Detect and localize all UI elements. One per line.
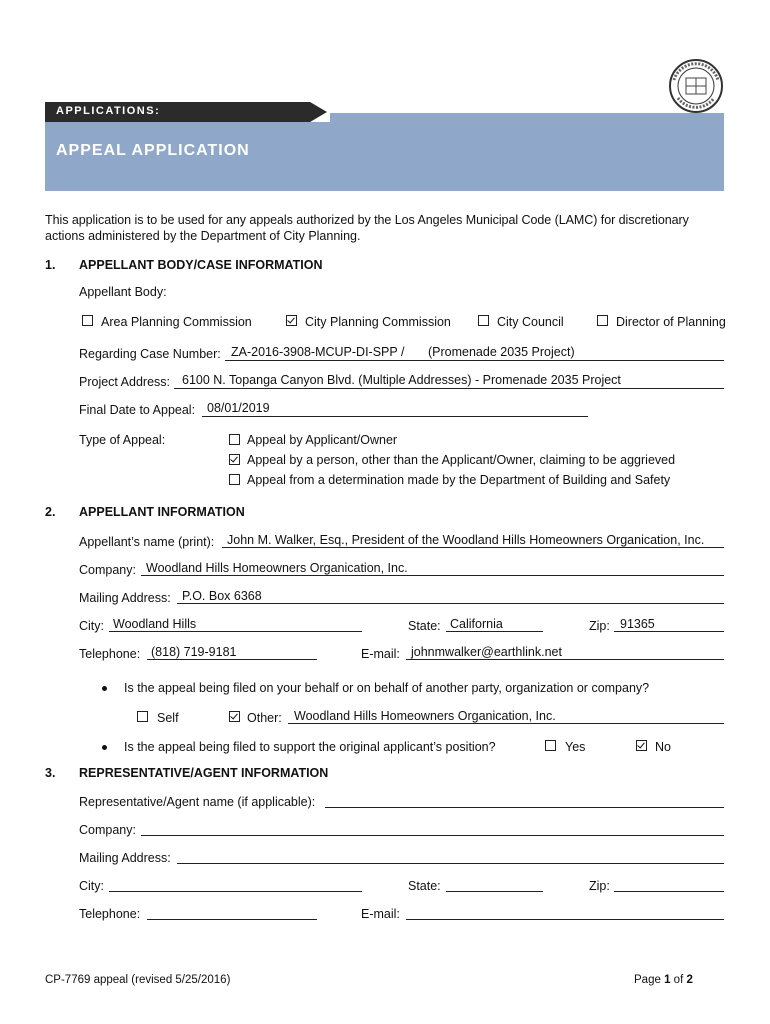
page-prefix: Page <box>634 974 661 986</box>
rep-zip-field[interactable] <box>614 891 724 892</box>
rep-mailing-field[interactable] <box>177 863 724 864</box>
email-value: johnmwalker@earthlink.net <box>411 645 562 659</box>
rep-name-field[interactable] <box>325 807 724 808</box>
zip-label: Zip: <box>589 619 610 633</box>
project-address-value: 6100 N. Topanga Canyon Blvd. (Multiple Addresses) - Promenade 2035 Project <box>182 373 621 387</box>
checkbox-appeal-by-applicant[interactable] <box>229 434 240 445</box>
rep-telephone-label: Telephone: <box>79 907 141 921</box>
telephone-value: (818) 719-9181 <box>151 645 237 659</box>
rep-zip-label: Zip: <box>589 879 610 893</box>
email-label: E-mail: <box>361 647 400 661</box>
city-value: Woodland Hills <box>113 617 197 631</box>
rep-city-field[interactable] <box>109 891 362 892</box>
bullet-icon <box>102 686 107 691</box>
label-director-of-planning: Director of Planning <box>616 315 726 329</box>
appellant-name-value: John M. Walker, Esq., President of the Woodland Hills Homeowners Organication, Inc. <box>227 533 705 547</box>
rep-company-field[interactable] <box>141 835 724 836</box>
label-area-planning-commission: Area Planning Commission <box>101 315 252 329</box>
mailing-address-field[interactable] <box>177 603 724 604</box>
city-field[interactable] <box>109 631 362 632</box>
section-3-number: 3. <box>45 766 56 780</box>
label-city-planning-commission: City Planning Commission <box>305 315 451 329</box>
zip-value: 91365 <box>620 617 655 631</box>
telephone-label: Telephone: <box>79 647 141 661</box>
rep-state-field[interactable] <box>446 891 543 892</box>
rep-name-label: Representative/Agent name (if applicable): <box>79 795 316 809</box>
appellant-name-field[interactable] <box>222 547 724 548</box>
rep-state-label: State: <box>408 879 441 893</box>
checkbox-appeal-by-other-person[interactable] <box>229 454 240 465</box>
checkbox-no[interactable] <box>636 740 647 751</box>
company-value: Woodland Hills Homeowners Organication, Inc. <box>146 561 408 575</box>
form-id: CP-7769 appeal (revised 5/25/2016) <box>45 974 231 986</box>
company-label: Company: <box>79 563 136 577</box>
rep-email-label: E-mail: <box>361 907 400 921</box>
state-label: State: <box>408 619 441 633</box>
intro-line-1: This application is to be used for any appeals authorized by the Los Angeles Municipal Code (LAMC) for discretionary <box>45 213 689 227</box>
state-value: California <box>450 617 503 631</box>
page-total: 2 <box>686 974 693 986</box>
case-number-value: ZA-2016-3908-MCUP-DI-SPP / <box>231 345 405 359</box>
section-2-number: 2. <box>45 505 56 519</box>
final-date-field[interactable] <box>202 416 588 417</box>
checkbox-yes[interactable] <box>545 740 556 751</box>
state-field[interactable] <box>446 631 543 632</box>
city-label: City: <box>79 619 104 633</box>
label-appeal-by-applicant: Appeal by Applicant/Owner <box>247 433 398 447</box>
rep-email-field[interactable] <box>406 919 724 920</box>
label-other: Other: <box>247 711 282 725</box>
checkbox-city-planning-commission[interactable] <box>286 315 297 326</box>
mailing-address-value: P.O. Box 6368 <box>182 589 262 603</box>
appellant-body-label: Appellant Body: <box>79 285 167 299</box>
page-number: 1 <box>664 974 671 986</box>
applications-tab-label: APPLICATIONS: <box>56 105 161 117</box>
final-date-value: 08/01/2019 <box>207 401 270 415</box>
city-seal <box>668 58 724 114</box>
label-appeal-by-other-person: Appeal by a person, other than the Applicant/Owner, claiming to be aggrieved <box>247 453 676 467</box>
bullet-icon <box>102 745 107 750</box>
type-of-appeal-label: Type of Appeal: <box>79 433 166 447</box>
telephone-field[interactable] <box>147 659 317 660</box>
final-date-label: Final Date to Appeal: <box>79 403 196 417</box>
rep-city-label: City: <box>79 879 104 893</box>
checkbox-appeal-from-dbs[interactable] <box>229 474 240 485</box>
rep-telephone-field[interactable] <box>147 919 317 920</box>
section-3-title: REPRESENTATIVE/AGENT INFORMATION <box>79 766 329 780</box>
section-2-title: APPELLANT INFORMATION <box>79 505 245 519</box>
section-1-title: APPELLANT BODY/CASE INFORMATION <box>79 258 323 272</box>
question-behalf: Is the appeal being filed on your behalf or on behalf of another party, organization or company? <box>124 681 650 695</box>
intro-line-2: actions administered by the Department of City Planning. <box>45 229 361 243</box>
rep-company-label: Company: <box>79 823 136 837</box>
zip-field[interactable] <box>614 631 724 632</box>
other-field[interactable] <box>288 723 724 724</box>
mailing-address-label: Mailing Address: <box>79 591 171 605</box>
appellant-name-label: Appellant’s name (print): <box>79 535 215 549</box>
section-1-number: 1. <box>45 258 56 272</box>
label-self: Self <box>157 711 179 725</box>
checkbox-other[interactable] <box>229 711 240 722</box>
project-address-field[interactable] <box>174 388 724 389</box>
label-appeal-from-dbs: Appeal from a determination made by the Department of Building and Safety <box>247 473 671 487</box>
email-field[interactable] <box>406 659 724 660</box>
label-yes: Yes <box>565 740 586 754</box>
page-indicator <box>634 974 693 986</box>
case-number-value-2: (Promenade 2035 Project) <box>428 345 575 359</box>
checkbox-area-planning-commission[interactable] <box>82 315 93 326</box>
rep-mailing-label: Mailing Address: <box>79 851 171 865</box>
page-title: APPEAL APPLICATION <box>56 142 250 159</box>
project-address-label: Project Address: <box>79 375 171 389</box>
case-number-field[interactable] <box>225 360 724 361</box>
checkbox-director-of-planning[interactable] <box>597 315 608 326</box>
page-of: of <box>673 974 684 986</box>
label-city-council: City Council <box>497 315 564 329</box>
company-field[interactable] <box>141 575 724 576</box>
label-no: No <box>655 740 671 754</box>
checkbox-self[interactable] <box>137 711 148 722</box>
case-number-label: Regarding Case Number: <box>79 347 221 361</box>
other-value: Woodland Hills Homeowners Organication, Inc. <box>294 709 556 723</box>
checkbox-city-council[interactable] <box>478 315 489 326</box>
question-support: Is the appeal being filed to support the original applicant’s position? <box>124 740 496 754</box>
